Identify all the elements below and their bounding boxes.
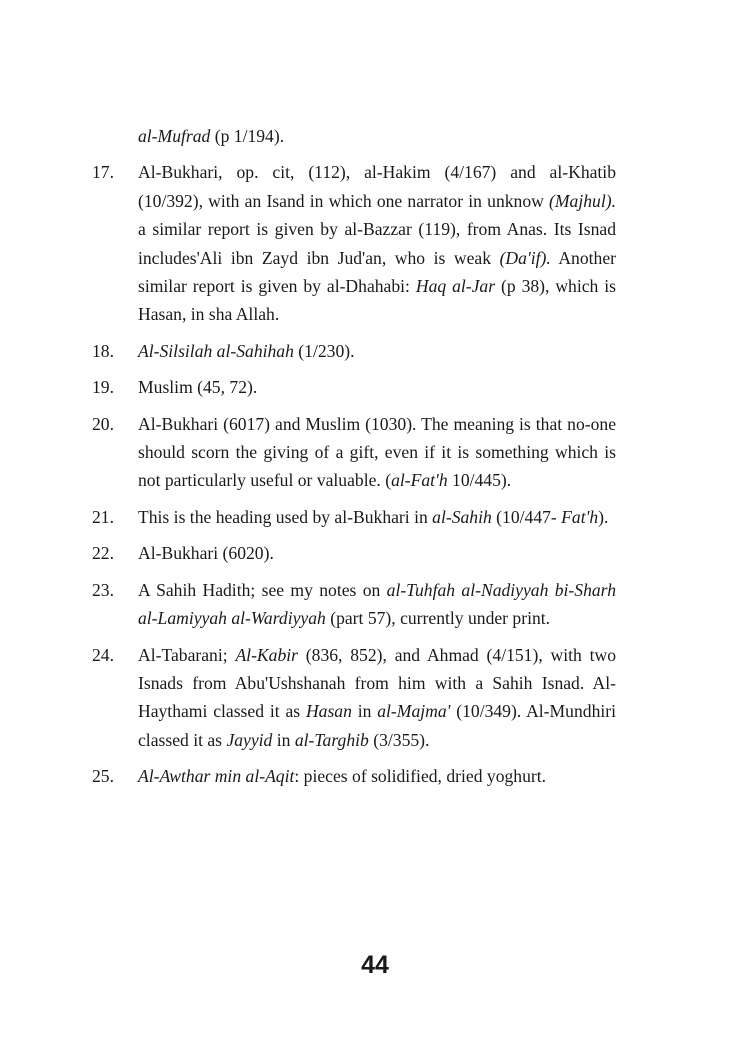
footnote-number: 22.	[92, 543, 114, 564]
footnote-number: 24.	[92, 644, 114, 665]
footnote-number: 17.	[92, 162, 114, 183]
continuation-title: al-Mufrad	[138, 126, 211, 146]
footnote-number: 21.	[92, 506, 114, 527]
footnote-20	[92, 410, 616, 495]
footnote-text: A Sahih Hadith; see my notes on al-Tuhfah al-Nadiyyah bi-Sharh al-Lamiyyah al-Wardiyyah (part 57), currently under print.	[138, 579, 616, 629]
footnote-25	[92, 762, 616, 790]
footnote-23	[92, 576, 616, 633]
footnote-number: 23.	[92, 579, 114, 600]
continuation-rest: (p 1/194).	[210, 126, 285, 146]
footnotes-list	[92, 122, 616, 799]
footnote-continuation	[92, 122, 616, 150]
page-number: 44	[361, 951, 389, 979]
footnote-text: This is the heading used by al-Bukhari in al-Sahih (10/447- Fat'h).	[138, 506, 609, 527]
footnote-text: Al-Bukhari, op. cit, (112), al-Hakim (4/167) and al-Khatib (10/392), with an Isand in which one narrator in unknow (Majhul). a similar report is given by al-Bazzar (119), from Anas. Its Isnad includes'Ali ibn Zayd ibn Jud'an, who is weak (Da'if). Another similar report is given by al-Dhahabi: Haq al-Jar (p 38), which is Hasan, in sha Allah.	[138, 162, 616, 325]
footnote-text: Al-Awthar min al-Aqit: pieces of solidified, dried yoghurt.	[138, 766, 547, 787]
footnote-text: Al-Bukhari (6020).	[138, 543, 274, 564]
footnote-21	[92, 503, 616, 531]
footnote-18	[92, 337, 616, 365]
footnote-text: Al-Silsilah al-Sahihah (1/230).	[138, 340, 355, 361]
footnote-24	[92, 641, 616, 755]
footnote-number: 20.	[92, 413, 114, 434]
footnote-number: 18.	[92, 340, 114, 361]
footnote-17	[92, 158, 616, 328]
footnote-text: Muslim (45, 72).	[138, 377, 258, 398]
footnote-number: 19.	[92, 377, 114, 398]
footnote-text: Al-Bukhari (6017) and Muslim (1030). The meaning is that no-one should scorn the giving of a gift, even if it is something which is not particularly useful or valuable. (al-Fat'h 10/445).	[138, 413, 616, 491]
footnote-number: 25.	[92, 766, 114, 787]
footnote-22	[92, 539, 616, 567]
footnote-text: Al-Tabarani; Al-Kabir (836, 852), and Ahmad (4/151), with two Isnads from Abu'Ushshanah from him with a Sahih Isnad. Al-Haythami classed it as Hasan in al-Majma' (10/349). Al-Mundhiri classed it as Jayyid in al-Targhib (3/355).	[138, 644, 617, 750]
footnote-19	[92, 373, 616, 401]
